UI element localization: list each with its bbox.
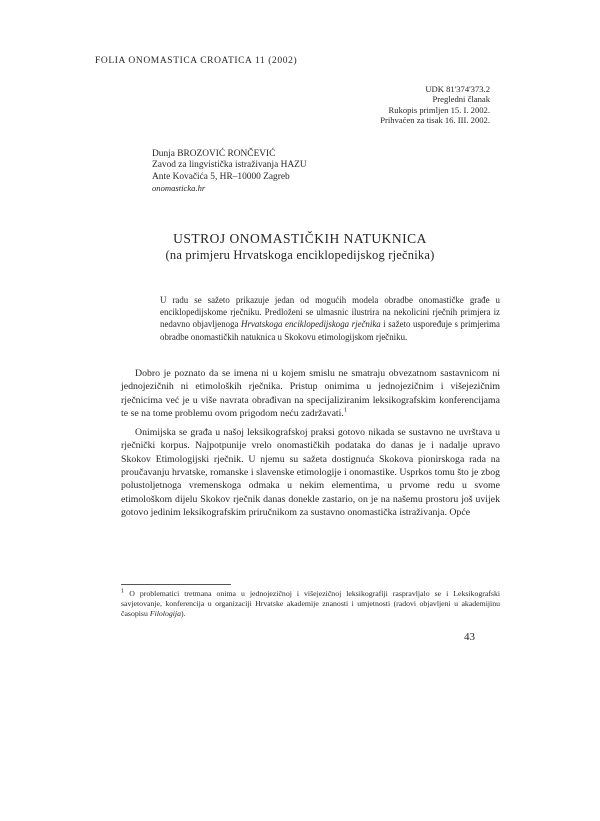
journal-header: FOLIA ONOMASTICA CROATICA 11 (2002) [95, 56, 298, 66]
abstract [160, 294, 500, 343]
author-institution: Zavod za lingvistička istraživanja HAZU [152, 160, 307, 171]
author-name: Dunja BROZOVIĆ RONČEVIĆ [152, 149, 276, 159]
accepted-date: Prihvaćen za tisak 16. III. 2002. [380, 115, 490, 126]
author-block [152, 149, 307, 195]
page-number: 43 [464, 631, 475, 643]
footnote-reference[interactable]: 1 [343, 406, 348, 414]
footnote-end: ). [181, 608, 186, 618]
body-paragraph-2: Onimijska se građa u našoj leksikografskoj praksi gotovo nikada se sustavno ne uvrštava u rječnički korpus. Najpotpunije vrelo onomastičkih podataka do danas je i nadalje upravo Skokov Etimologijski rječnik. U njemu su sažeta dostignuća Skokova pionirskoga rada na proučavanju hrvatske, romanske i slavenske etimologije i onomastike. Usprkos tomu što je zbog polustoljetnoga vremenskoga odmaka u nekim elementima, u prvome redu u svome etimološkom dijelu Skokov rječnik danas donekle zastario, on je na našemu prostoru još uvijek gotovo jedinim leksikografskim priručnikom za sustavno onomastička istraživanja. Opće [121, 427, 500, 518]
footnote-divider [121, 584, 231, 585]
udk-code: UDK 81'374'373.2 [425, 84, 490, 94]
abstract-text-2: i sažeto uspoređuje s primjerima obradbe onomastičkih natuknica u Skokovu etimologijskom rječniku. [160, 319, 500, 342]
abstract-italic-title: Hrvatskoga enciklopedijskoga rječnika [241, 319, 381, 330]
abstract-text-1: U radu se sažeto prikazuje jedan od mogućih modela obradbe onomastičke građe u enciklopedijskome rječniku. Predloženi se ulmasnic ilustrira na nekolicini rječnih primjera iz nedavno objavljenoga [160, 295, 500, 330]
title-subtitle: (na primjeru Hrvatskoga enciklopedijskog rječnika) [165, 248, 435, 262]
article-meta [380, 84, 490, 126]
footnote-text: O problematici tretmana onima u jednojezičnoj i višejezičnoj leksikografiji raspravljalo se i Leksikografski savjetovanje, konferencija u organizaciji Hrvatske akademije znanosti i umjetnosti (radovi objavljeni u akademijinu časopisu [121, 589, 501, 618]
body-text [121, 367, 500, 525]
body-paragraph-1 [121, 367, 500, 420]
footnote-mark: 1 [121, 587, 125, 595]
author-email: onomasticka.hr [152, 183, 206, 194]
article-type: Pregledni članak [432, 94, 490, 105]
paragraph-1-text: Dobro je poznato da se imena ni u kojem smislu ne smatraju obvezatnom sastavnicom ni jednojezičnih ni etimoloških rječnika. Pristup onimima u jednojezičnim i višejezičnim rječnicima već je u više navrata obrađivan na specijaliziranim leksikografskim konferencijama te se na tome problemu ovom prigodom neću zadržavati. [121, 368, 500, 419]
author-address: Ante Kovačića 5, HR–10000 Zagreb [152, 171, 290, 182]
title-main: USTROJ ONOMASTIČKIH NATUKNICA [173, 231, 427, 246]
footnote [121, 589, 500, 618]
footnote-italic: Filologija [149, 608, 182, 618]
received-date: Rukopis primljen 15. I. 2002. [388, 104, 490, 115]
article-title [0, 230, 600, 263]
